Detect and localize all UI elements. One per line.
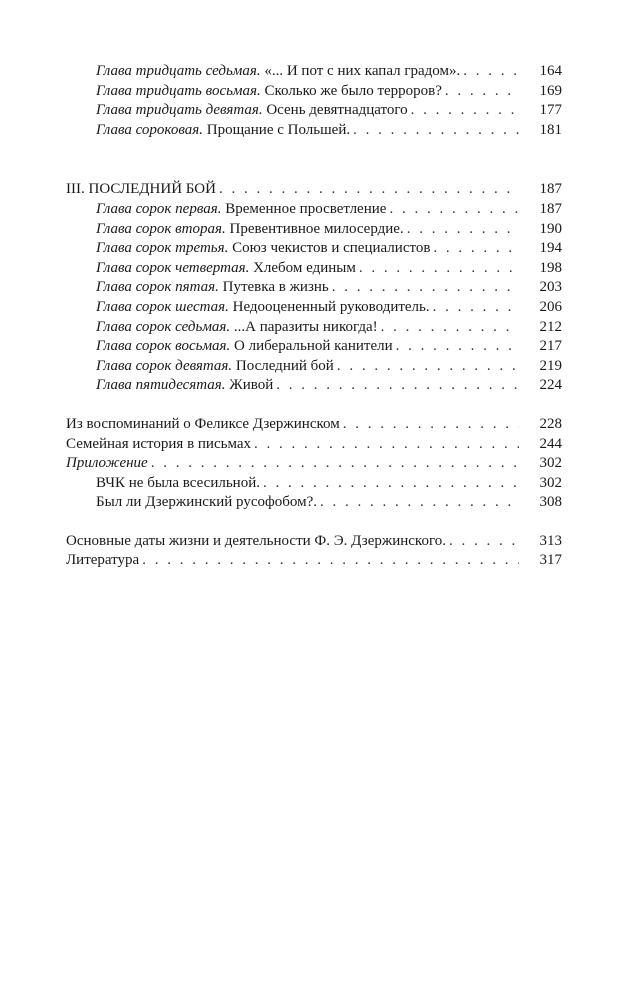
toc-entry-title	[96, 121, 350, 141]
chapter-title: «... И пот с них капал градом».	[260, 63, 461, 79]
toc-entry-appendix-2	[66, 493, 562, 513]
dot-leader	[343, 415, 519, 435]
toc-entry-chapter-45	[66, 278, 562, 298]
dot-leader	[337, 357, 519, 377]
toc-entry-title	[96, 298, 430, 318]
page-number: 169	[539, 82, 562, 99]
toc-entry-title	[96, 318, 378, 338]
toc-entry-chapter-49	[66, 357, 562, 377]
dot-leader	[263, 474, 519, 494]
section-title: Литература	[66, 552, 140, 569]
toc-entry-chapter-47	[66, 318, 562, 338]
chapter-label: Глава сорок седьмая.	[96, 318, 231, 335]
part-title: III. ПОСЛЕДНИЙ БОЙ	[66, 181, 216, 198]
toc-entry-appendix-1	[66, 474, 562, 494]
dot-leader	[449, 532, 519, 552]
chapter-title: О либеральной канители	[230, 338, 393, 355]
toc-entry-title	[96, 101, 408, 121]
dot-leader	[433, 298, 519, 318]
dot-leader	[254, 435, 519, 455]
chapter-title: Недооцененный руководитель.	[228, 298, 430, 315]
chapter-title: Превентивное милосердие.	[225, 220, 404, 237]
section-title: Приложение	[66, 455, 148, 472]
toc-entry-title	[96, 337, 393, 357]
dot-leader	[276, 376, 519, 396]
dot-leader	[332, 278, 519, 298]
toc-entry-title	[96, 82, 442, 102]
toc-entry-chapter-50	[66, 376, 562, 396]
dot-leader	[463, 62, 519, 82]
toc-entry-chapter-42	[66, 220, 562, 240]
page-number: 219	[539, 357, 562, 374]
chapter-title: Живой	[225, 377, 274, 394]
toc-entry-title	[96, 376, 273, 396]
toc-entry-title	[96, 62, 460, 82]
chapter-label: Глава сорок третья.	[96, 240, 229, 257]
dot-leader	[151, 454, 519, 474]
toc-entry-chapter-38	[66, 82, 562, 102]
dot-leader	[407, 220, 519, 240]
chapter-label: Глава тридцать седьмая.	[96, 63, 261, 79]
dot-leader	[142, 551, 519, 571]
page-number: 313	[539, 532, 562, 549]
page-number: 187	[539, 181, 562, 198]
chapter-title: Временное просветление	[221, 200, 387, 217]
page-number: 224	[539, 377, 562, 394]
chapter-label: Глава сорок восьмая.	[96, 338, 231, 355]
section-title: Из воспоминаний о Феликсе Дзержинском	[66, 415, 340, 432]
section-title: Был ли Дзержинский русофобом?.	[96, 494, 317, 511]
page-number: 181	[539, 121, 562, 138]
toc-entry-chapter-43	[66, 239, 562, 259]
dot-leader	[353, 121, 519, 141]
page-number: 244	[539, 435, 562, 452]
toc-entry-title	[96, 220, 404, 240]
dot-leader	[219, 180, 519, 200]
chapter-label: Глава сороковая.	[96, 121, 203, 138]
chapter-label: Глава сорок первая.	[96, 200, 222, 217]
toc-entry-dates	[66, 532, 562, 552]
dot-leader	[320, 493, 519, 513]
chapter-title: Сколько же было терроров?	[260, 82, 442, 99]
toc-entry-title	[96, 200, 386, 220]
chapter-title: ...А паразиты никогда!	[230, 318, 378, 335]
page-number: 228	[539, 415, 562, 432]
spacer	[66, 396, 562, 415]
page-number: 302	[539, 474, 562, 491]
chapter-label: Глава тридцать восьмая.	[96, 82, 261, 99]
chapter-title: Путевка в жизнь	[218, 279, 329, 296]
toc-entry-memoirs	[66, 415, 562, 435]
table-of-contents	[66, 62, 562, 571]
page-number: 308	[539, 494, 562, 511]
toc-entry-family	[66, 435, 562, 455]
dot-leader	[359, 259, 519, 279]
toc-entry-chapter-44	[66, 259, 562, 279]
dot-leader	[433, 239, 519, 259]
spacer	[66, 140, 562, 180]
section-title: Семейная история в письмах	[66, 435, 252, 452]
dot-leader	[381, 318, 519, 338]
page-number: 212	[539, 318, 562, 335]
page-number: 302	[539, 455, 562, 472]
chapter-label: Глава тридцать девятая.	[96, 102, 263, 119]
dot-leader	[411, 101, 519, 121]
section-title: Основные даты жизни и деятельности Ф. Э. Дзержинского.	[66, 532, 446, 549]
dot-leader	[445, 82, 519, 102]
chapter-label: Глава сорок вторая.	[96, 220, 226, 237]
toc-entry-appendix	[66, 454, 562, 474]
chapter-title: Союз чекистов и специалистов	[228, 240, 431, 257]
toc-entry-chapter-37	[66, 62, 562, 82]
spacer	[66, 513, 562, 532]
toc-entry-chapter-40	[66, 121, 562, 141]
page-number: 317	[539, 552, 562, 569]
chapter-title: Осень девятнадцатого	[262, 102, 408, 119]
toc-entry-title	[96, 357, 334, 377]
toc-entry-chapter-48	[66, 337, 562, 357]
section-title: ВЧК не была всесильной.	[96, 474, 260, 491]
toc-entry-chapter-46	[66, 298, 562, 318]
page-number: 206	[539, 298, 562, 315]
chapter-label: Глава сорок шестая.	[96, 298, 229, 315]
chapter-label: Глава пятидесятая.	[96, 377, 226, 394]
page-number: 203	[539, 279, 562, 296]
toc-entry-title	[96, 259, 356, 279]
toc-entry-chapter-41	[66, 200, 562, 220]
toc-entry-title	[96, 239, 430, 259]
chapter-label: Глава сорок пятая.	[96, 279, 219, 296]
chapter-title: Хлебом единым	[249, 259, 356, 276]
page-number: 198	[539, 259, 562, 276]
toc-entry-title	[96, 278, 329, 298]
toc-entry-literature	[66, 551, 562, 571]
chapter-title: Прощание с Польшей.	[202, 121, 351, 138]
page-number: 187	[539, 200, 562, 217]
dot-leader	[389, 200, 519, 220]
page-number: 164	[539, 63, 562, 79]
page-number: 177	[539, 102, 562, 119]
page-number: 190	[539, 220, 562, 237]
page-number: 194	[539, 240, 562, 257]
chapter-label: Глава сорок девятая.	[96, 357, 233, 374]
dot-leader	[396, 337, 519, 357]
toc-entry-part-3	[66, 180, 562, 200]
toc-entry-chapter-39	[66, 101, 562, 121]
chapter-label: Глава сорок четвертая.	[96, 259, 250, 276]
page-number: 217	[539, 338, 562, 355]
chapter-title: Последний бой	[232, 357, 334, 374]
